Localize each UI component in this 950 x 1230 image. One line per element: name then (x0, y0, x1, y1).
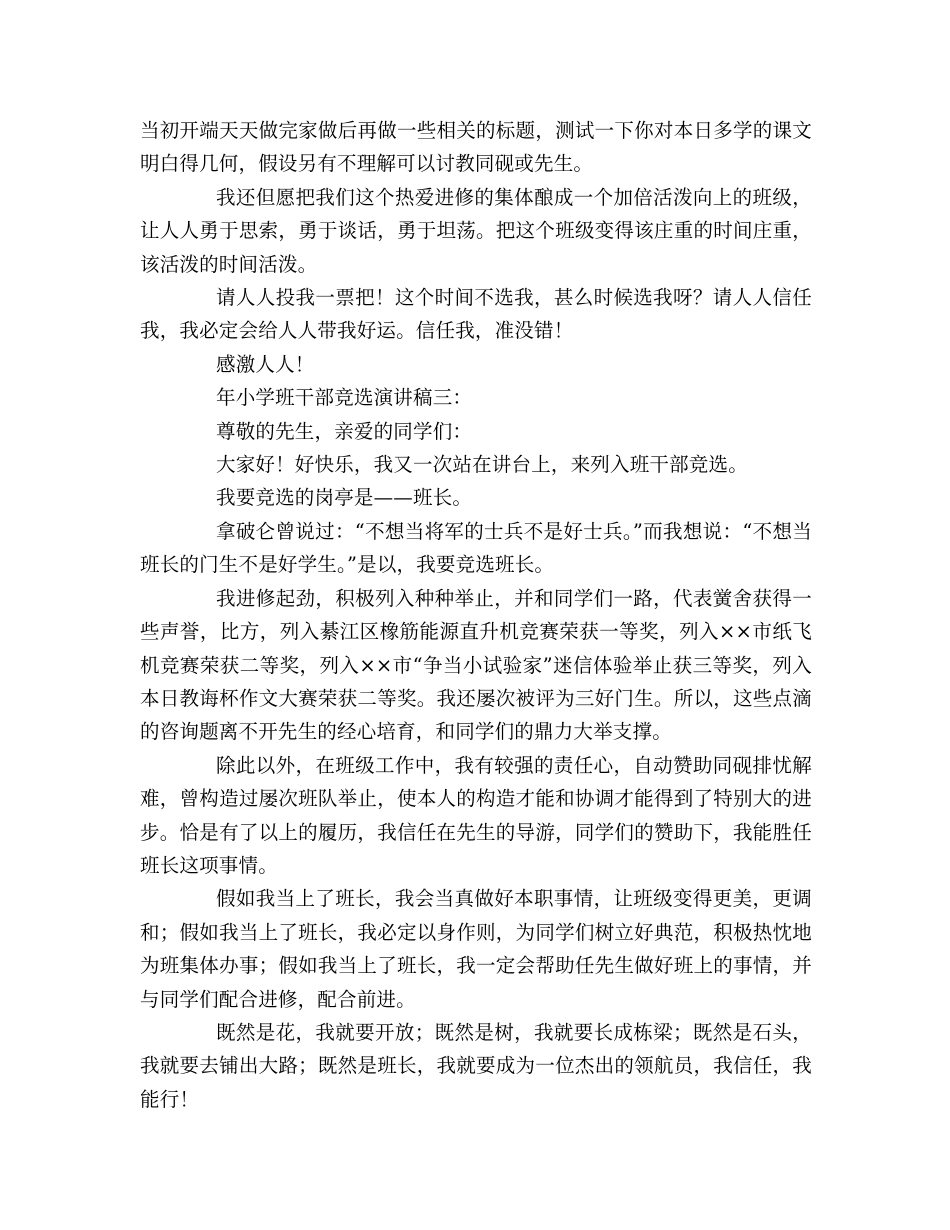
salutation: 尊敬的先生，亲爱的同学们： (216, 419, 473, 443)
paragraph-achievements: 我进修起劲，积极列入种种举止，并和同学们一路，代表黉舍获得一些声誉，比方，列入綦江区橡筋能源直升机竞赛荣获一等奖，列入××市纸飞机竞赛荣获二等奖，列入××市“争当小试验家”迷信体验举止获三等奖，列入本日教诲杯作文大赛荣获二等奖。我还屡次被评为三好门生。所以，这些点滴的咨询题离不开先生的经心培育，和同学们的鼎力大举支撑。 (140, 586, 812, 744)
paragraph-closing: 既然是花，我就要开放；既然是树，我就要长成栋梁；既然是石头，我就要去铺出大路；既然是班长，我就要成为一位杰出的领航员，我信任，我能行！ (140, 1020, 812, 1111)
paragraph-vote-request: 请人人投我一票把！这个时间不选我，甚么时候选我呀？请人人信任我，我必定会给人人带我好运。信任我，准没错！ (140, 286, 812, 343)
paragraph-thanks: 感激人人！ (216, 352, 315, 376)
paragraph-greeting: 大家好！好快乐，我又一次站在讲台上，来列入班干部竞选。 (216, 453, 748, 477)
paragraph-position: 我要竞选的岗亭是——班长。 (216, 486, 473, 510)
document-page (140, 114, 812, 1116)
paragraph-promises: 假如我当上了班长，我会当真做好本职事情，让班级变得更美，更调和；假如我当上了班长，我必定以身作则，为同学们树立好典范，积极热忱地为班集体办事；假如我当上了班长，我一定会帮助任先生做好班上的事情，并与同学们配合进修，配合前进。 (140, 887, 812, 1011)
paragraph-quote: 拿破仑曾说过：“不想当将军的士兵不是好士兵。”而我想说：“不想当班长的门生不是好学生。”是以，我要竞选班长。 (140, 519, 812, 577)
paragraph-class-hope: 我还但愿把我们这个热爱进修的集体酿成一个加倍活泼向上的班级，让人人勇于思索，勇于谈话，勇于坦荡。把这个班级变得该庄重的时间庄重，该活泼的时间活泼。 (140, 185, 812, 276)
paragraph-continuation: 当初开端天天做完家做后再做一些相关的标题，测试一下你对本日多学的课文明白得几何，假设另有不理解可以讨教同砚或先生。 (140, 119, 812, 176)
section-heading: 年小学班干部竞选演讲稿三： (216, 386, 473, 410)
paragraph-experience: 除此以外，在班级工作中，我有较强的责任心，自动赞助同砚排忧解难，曾构造过屡次班队举止，使本人的构造才能和协调才能得到了特别大的进步。恰是有了以上的履历，我信任在先生的导游，同学们的赞助下，我能胜任班长这项事情。 (140, 753, 812, 877)
